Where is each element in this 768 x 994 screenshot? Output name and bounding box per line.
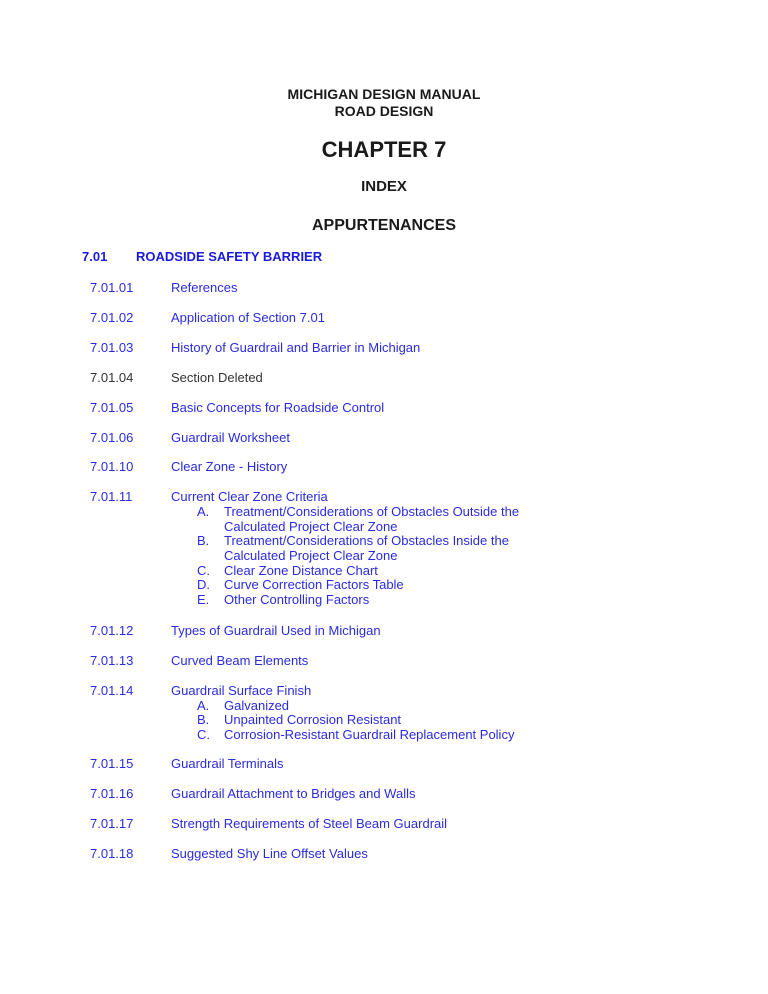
subsection-text: Unpainted Corrosion Resistant bbox=[224, 712, 402, 727]
entry-number: 7.01.06 bbox=[90, 430, 134, 445]
entry-title: Guardrail Worksheet bbox=[171, 430, 290, 445]
document-header bbox=[0, 86, 768, 120]
subsection-text: Corrosion-Resistant Guardrail Replacement Policy bbox=[224, 727, 515, 742]
subsection-text: Clear Zone Distance Chart bbox=[224, 563, 378, 578]
entry-number: 7.01.17 bbox=[90, 816, 134, 831]
subsection-letter: B. bbox=[197, 533, 210, 548]
section-link-7-01[interactable] bbox=[82, 249, 322, 264]
entry-number: 7.01.03 bbox=[90, 340, 134, 355]
entry-title: Guardrail Terminals bbox=[171, 756, 284, 771]
entry-title: Curved Beam Elements bbox=[171, 653, 309, 668]
entry-title[interactable]: Current Clear Zone Criteria bbox=[171, 489, 328, 504]
entry-title: Types of Guardrail Used in Michigan bbox=[171, 623, 381, 638]
entry-title: Guardrail Attachment to Bridges and Walls bbox=[171, 786, 416, 801]
entry-number[interactable]: 7.01.14 bbox=[90, 683, 134, 698]
section-title: ROADSIDE SAFETY BARRIER bbox=[136, 249, 323, 264]
topic-title: APPURTENANCES bbox=[311, 217, 456, 234]
entry-title: Application of Section 7.01 bbox=[171, 310, 325, 325]
entry-number[interactable]: 7.01.11 bbox=[90, 489, 133, 504]
entry-title: References bbox=[171, 280, 238, 295]
entry-number: 7.01.16 bbox=[90, 786, 134, 801]
entry-number: 7.01.12 bbox=[90, 623, 134, 638]
entry-title: Section Deleted bbox=[171, 370, 263, 385]
entry-number: 7.01.04 bbox=[90, 370, 134, 385]
subsection-letter: A. bbox=[197, 504, 210, 519]
manual-title: MICHIGAN DESIGN MANUAL bbox=[287, 86, 481, 102]
subsection-letter: C. bbox=[197, 563, 210, 578]
subsection-text: Treatment/Considerations of Obstacles Outside the bbox=[224, 504, 520, 519]
subsection-text: Galvanized bbox=[224, 698, 290, 713]
entry-title: Strength Requirements of Steel Beam Guardrail bbox=[171, 816, 448, 831]
entry-number: 7.01.13 bbox=[90, 653, 134, 668]
subsection-text: Treatment/Considerations of Obstacles Inside the bbox=[224, 533, 509, 548]
entry-number: 7.01.05 bbox=[90, 400, 134, 415]
entry-number: 7.01.10 bbox=[90, 459, 134, 474]
subsection-text: Calculated Project Clear Zone bbox=[224, 548, 398, 563]
entry-title: Clear Zone - History bbox=[171, 459, 288, 474]
subsection-letter: B. bbox=[197, 712, 210, 727]
chapter-title: CHAPTER 7 bbox=[321, 137, 447, 162]
entry-title: Basic Concepts for Roadside Control bbox=[171, 400, 385, 415]
entry-number: 7.01.01 bbox=[90, 280, 134, 295]
section-number: 7.01 bbox=[82, 249, 108, 264]
subsection-letter: D. bbox=[197, 577, 210, 592]
entry-number: 7.01.15 bbox=[90, 756, 134, 771]
subsection-text: Curve Correction Factors Table bbox=[224, 577, 404, 592]
entry-number: 7.01.02 bbox=[90, 310, 134, 325]
entry-title[interactable]: Guardrail Surface Finish bbox=[171, 683, 312, 698]
subsection-text: Calculated Project Clear Zone bbox=[224, 519, 398, 534]
entry-title: History of Guardrail and Barrier in Michigan bbox=[171, 340, 421, 355]
manual-subtitle: ROAD DESIGN bbox=[334, 103, 434, 119]
subsection-letter: E. bbox=[197, 592, 210, 607]
index-title: INDEX bbox=[361, 178, 407, 195]
subsection-letter: A. bbox=[197, 698, 210, 713]
entry-title: Suggested Shy Line Offset Values bbox=[171, 846, 368, 861]
subsection-letter: C. bbox=[197, 727, 210, 742]
subsection-text: Other Controlling Factors bbox=[224, 592, 370, 607]
entry-number: 7.01.18 bbox=[90, 846, 134, 861]
